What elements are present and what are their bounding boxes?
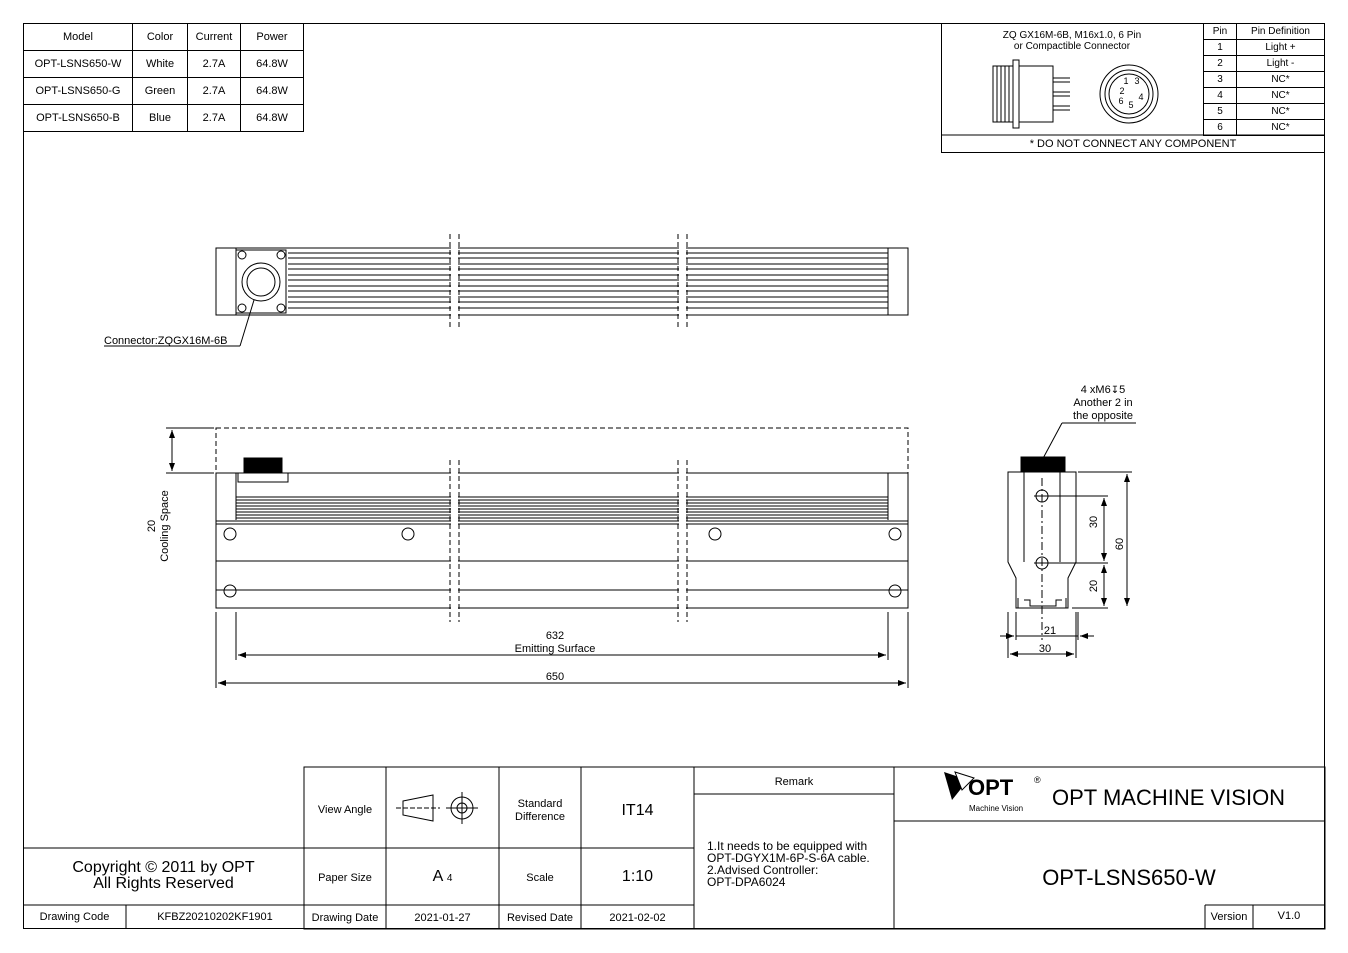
paper-size-letter: A <box>432 868 443 885</box>
connector-label: Connector:ZQGX16M-6B <box>104 335 228 347</box>
spec-header-current: Current <box>188 24 241 51</box>
standard-diff-label: Standard Difference <box>515 798 565 823</box>
pin-number: 1 <box>1204 40 1237 56</box>
face-pin-3: 3 <box>1134 76 1140 86</box>
spec-cell: Green <box>133 78 188 105</box>
top-view <box>104 234 908 346</box>
spec-header-power: Power <box>241 24 304 51</box>
pin-def-header: Pin Definition <box>1237 24 1325 40</box>
connector-title-line2: or Compactible Connector <box>1013 41 1131 52</box>
pin-definition: NC* <box>1237 104 1325 120</box>
face-pin-6: 6 <box>1118 96 1124 106</box>
dim-30-vertical: 30 <box>1088 515 1100 529</box>
scale-value: 1:10 <box>621 868 654 885</box>
dim-60: 60 <box>1114 537 1126 551</box>
hole-note-thread: 4 xM6 <box>1080 384 1111 396</box>
pin-number: 6 <box>1204 120 1237 136</box>
copyright <box>23 860 304 892</box>
pin-definition: NC* <box>1237 88 1325 104</box>
pin-definition: NC* <box>1237 120 1325 136</box>
connector-title-line1: ZQ GX16M-6B, M16x1.0, 6 Pin <box>1002 30 1142 41</box>
copyright-line1: Copyright © 2011 by OPT <box>72 859 255 876</box>
remark-label: Remark <box>774 776 814 788</box>
emitting-value: 632 <box>545 630 565 642</box>
logo-text: OPT <box>968 775 1014 800</box>
emitting-label: Emitting Surface <box>514 643 596 655</box>
spec-cell: White <box>133 51 188 78</box>
pin-number: 3 <box>1204 72 1237 88</box>
spec-cell: OPT-LSNS650-B <box>24 105 133 132</box>
length-value: 650 <box>545 671 565 683</box>
remark-line: 1.It needs to be equipped with <box>707 839 868 853</box>
face-pin-5: 5 <box>1128 100 1134 110</box>
spec-cell: 64.8W <box>241 78 304 105</box>
version-value: V1.0 <box>1277 910 1301 922</box>
top-view-fins <box>288 253 888 308</box>
hole-note-line3: the opposite <box>1073 410 1133 422</box>
pin-definition: Light + <box>1237 40 1325 56</box>
paper-size-value <box>386 868 499 886</box>
spec-header-color: Color <box>133 24 188 51</box>
spec-cell: 2.7A <box>188 78 241 105</box>
pin-number: 5 <box>1204 104 1237 120</box>
revised-date-label: Revised Date <box>506 912 574 924</box>
cooling-label: Cooling Space <box>159 490 171 562</box>
standard-diff-value: IT14 <box>621 802 654 819</box>
dim-21: 21 <box>1043 625 1057 637</box>
copyright-line2: All Rights Reserved <box>93 875 234 892</box>
paper-size-number: 4 <box>446 873 453 884</box>
face-pin-1: 1 <box>1123 76 1129 86</box>
spec-cell: 64.8W <box>241 51 304 78</box>
front-view-fins <box>216 497 908 524</box>
connector-note: * DO NOT CONNECT ANY COMPONENT <box>1029 138 1237 150</box>
pin-definition: NC* <box>1237 72 1325 88</box>
version-label: Version <box>1210 911 1248 923</box>
face-pin-4: 4 <box>1138 92 1144 102</box>
dim-20-vertical: 20 <box>1088 579 1100 593</box>
view-angle-label: View Angle <box>317 804 373 816</box>
company-name: OPT MACHINE VISION <box>1052 785 1286 810</box>
pin-header: Pin <box>1204 24 1237 40</box>
depth-symbol-icon: ↧ <box>1110 385 1120 396</box>
cooling-value: 20 <box>146 519 158 533</box>
dim-30-horizontal: 30 <box>1038 643 1052 655</box>
drawing-date-label: Drawing Date <box>311 912 379 924</box>
spec-cell: 2.7A <box>188 105 241 132</box>
spec-cell: 2.7A <box>188 51 241 78</box>
connector-face-view <box>1100 65 1158 123</box>
connector-face-pin-numbers <box>1118 76 1143 110</box>
registered-mark: ® <box>1034 775 1041 785</box>
pin-number: 2 <box>1204 56 1237 72</box>
drawing-code-value: KFBZ20210202KF1901 <box>157 911 273 923</box>
remark-line: 2.Advised Controller: <box>707 863 819 877</box>
spec-header-model: Model <box>24 24 133 51</box>
view-angle-symbol-icon <box>396 792 478 824</box>
scale-label: Scale <box>526 872 554 884</box>
drawing-code-label: Drawing Code <box>39 911 110 923</box>
face-pin-2: 2 <box>1119 86 1125 96</box>
spec-cell: OPT-LSNS650-G <box>24 78 133 105</box>
logo-subtitle: Machine Vision <box>969 804 1024 813</box>
spec-cell: 64.8W <box>241 105 304 132</box>
spec-cell: Blue <box>133 105 188 132</box>
pin-number: 4 <box>1204 88 1237 104</box>
paper-size-label: Paper Size <box>318 872 372 884</box>
connector-side-view <box>993 60 1070 128</box>
remark-line: OPT-DGYX1M-6P-S-6A cable. <box>707 851 870 865</box>
remark-line: OPT-DPA6024 <box>707 875 786 889</box>
hole-note-line2: Another 2 in <box>1073 397 1133 409</box>
hole-note-depth: 5 <box>1119 384 1126 396</box>
spec-cell: OPT-LSNS650-W <box>24 51 133 78</box>
remark-text <box>707 840 894 888</box>
hole-note-line1 <box>1081 384 1125 396</box>
pin-definition: Light - <box>1237 56 1325 72</box>
product-name: OPT-LSNS650-W <box>1042 865 1216 890</box>
revised-date-value: 2021-02-02 <box>609 912 666 924</box>
drawing-date-value: 2021-01-27 <box>414 912 471 924</box>
